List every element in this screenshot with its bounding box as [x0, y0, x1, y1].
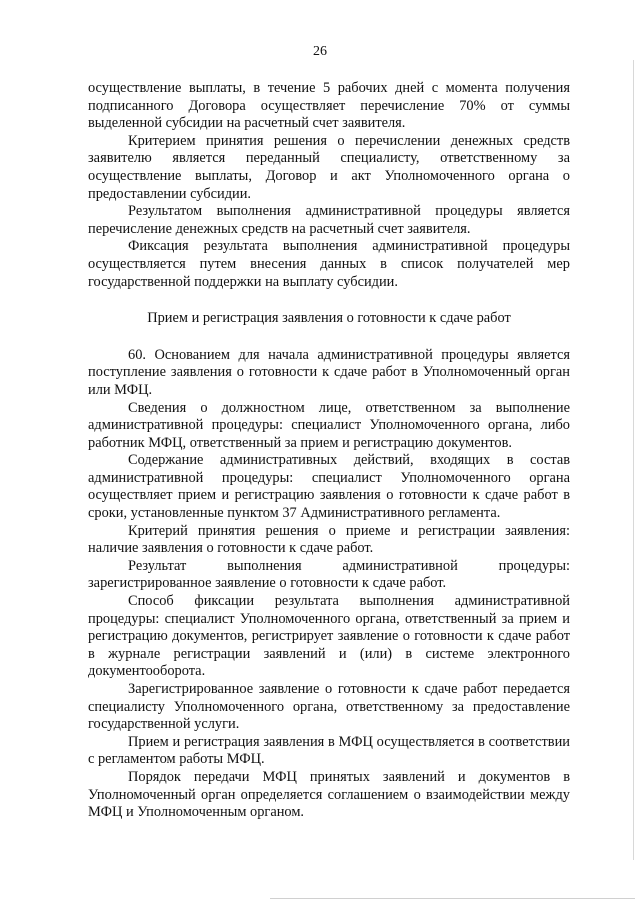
- paragraph: Прием и регистрация заявления в МФЦ осуществляется в соответствии с регламентом работы МФЦ.: [88, 733, 570, 768]
- section-heading: Прием и регистрация заявления о готовности к сдаче работ: [147, 310, 511, 327]
- page-number: 26: [313, 44, 327, 59]
- paragraph: Фиксация результата выполнения административной процедуры осуществляется путем внесения данных в список получателей мер государственной поддержки на выплату субсидии.: [88, 238, 570, 290]
- paragraph: Результатом выполнения административной процедуры является перечисление денежных средств на расчетный счет заявителя.: [88, 203, 570, 237]
- paragraph: осуществление выплаты, в течение 5 рабочих дней с момента получения подписанного Договора осуществляет перечисление 70% от суммы выделенной субсидии на расчетный счет заявителя.: [88, 80, 570, 132]
- scan-edge-right: [633, 60, 634, 860]
- paragraph: Порядок передачи МФЦ принятых заявлений и документов в Уполномоченный орган определяется соглашением о взаимодействии между МФЦ и Уполномоченным органом.: [88, 768, 570, 821]
- paragraph: 60. Основанием для начала административной процедуры является поступление заявления о готовности к сдаче работ в Уполномоченный орган или МФЦ.: [88, 346, 570, 398]
- paragraph: Результат выполнения административной процедуры: зарегистрированное заявление о готовности к сдаче работ.: [88, 557, 570, 592]
- paragraph: Сведения о должностном лице, ответственном за выполнение административной процедуры: специалист Уполномоченного органа, либо работник МФЦ, ответственный за прием и регистрацию документов.: [88, 399, 570, 451]
- document-body: [88, 80, 570, 822]
- paragraph: Критерием принятия решения о перечислении денежных средств заявителю является переданный специалисту, ответственному за осуществление выплаты, Договор и акт Уполномоченного органа о предоставлении субсидии.: [88, 132, 570, 202]
- scan-edge-bottom: [270, 898, 635, 899]
- paragraph: Критерий принятия решения о приеме и регистрации заявления: наличие заявления о готовности к сдаче работ.: [88, 522, 570, 557]
- paragraph: Способ фиксации результата выполнения административной процедуры: специалист Уполномоченного органа, ответственный за прием и регистрацию документов, регистрирует заявление о готовности к сдаче работ в журнале регистрации заявлений и (или) в системе электронного документооборота.: [88, 593, 570, 680]
- paragraph: Зарегистрированное заявление о готовности к сдаче работ передается специалисту Уполномоченного органа, ответственному за предоставление государственной услуги.: [88, 681, 570, 733]
- paragraph: Содержание административных действий, входящих в состав административной процедуры: специалист Уполномоченного органа осуществляет прием и регистрацию заявления о готовности к сдаче работ в сроки, установленные пунктом 37 Административного регламента.: [88, 452, 570, 522]
